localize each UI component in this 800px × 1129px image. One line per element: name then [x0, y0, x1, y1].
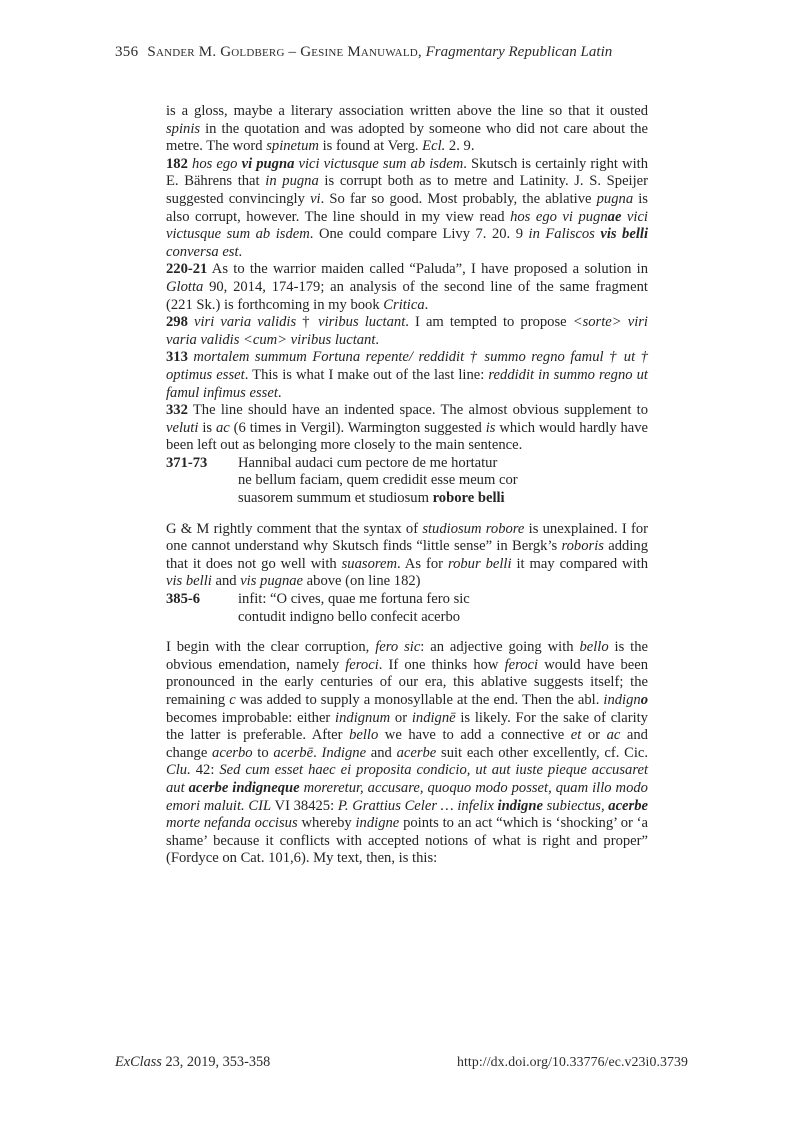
text-run: 332: [166, 402, 188, 419]
text-run: : an adjective going with: [420, 639, 580, 656]
page-footer: [115, 1054, 688, 1071]
text-run: or: [581, 727, 607, 744]
text-run: acerbe: [396, 744, 437, 761]
text-run: CIL: [248, 797, 272, 814]
text-run: feroci: [504, 656, 539, 673]
text-run: 2. 9.: [445, 138, 475, 155]
text-run: in Faliscos: [528, 226, 601, 243]
text-run: mortalem summum Fortuna repente/ reddidit † summo regno famul † ut † optimus esset: [166, 349, 648, 383]
text-run: is likely. For the sake of clarity the latter is preferable. After: [166, 709, 648, 744]
text-run: indign: [603, 692, 641, 708]
text-run: . If one thinks how: [378, 656, 505, 673]
paragraph: [166, 103, 648, 156]
text-run: . As for: [397, 555, 448, 572]
text-run: viri varia validis: [193, 314, 297, 331]
text-run: . This is what I make out of the last line:: [244, 366, 489, 383]
text-run: it may compared with: [511, 555, 648, 572]
text-run: acerbē: [273, 744, 314, 761]
text-run: vici victusque sum ab isdem: [294, 155, 464, 172]
text-run: vis pugnae: [240, 573, 304, 590]
text-run: in the quotation and was adopted by someone who did not care about the metre. The word: [166, 120, 648, 155]
text-run: 220-21: [166, 261, 208, 278]
text-run: and: [366, 744, 397, 761]
text-run: †: [296, 314, 319, 331]
text-run: acerbe indigneque: [188, 779, 300, 796]
text-run: Glotta: [166, 278, 204, 295]
text-run: hos ego: [192, 155, 242, 172]
text-run: roboris: [561, 538, 604, 555]
text-run: suasorem summum et studiosum: [238, 490, 433, 507]
text-run: .: [375, 331, 380, 348]
text-run: ac: [606, 727, 621, 744]
verse-label: 371-73: [166, 454, 208, 471]
text-run: hos ego vi pugn: [510, 208, 608, 225]
text-run: ne bellum faciam, quem credidit esse meum cor: [238, 472, 518, 489]
text-run: . Skutsch is certainly right with E. Bährens that: [166, 155, 649, 190]
text-run: whereby: [297, 815, 356, 832]
text-run: ac: [215, 419, 230, 436]
header-authors: Sander M. Goldberg – Gesine Manuwald,: [147, 44, 422, 60]
text-run: Critica: [383, 296, 425, 313]
page-body: [166, 103, 648, 868]
text-run: we have to add a connective: [378, 727, 571, 744]
footer-doi: http://dx.doi.org/10.33776/ec.v23i0.3739: [456, 1054, 688, 1069]
paragraph: [166, 156, 648, 262]
text-run: is the obvious emendation, namely: [166, 639, 648, 673]
text-run: vi: [310, 190, 321, 207]
text-run: morte nefanda occisus: [166, 815, 298, 832]
text-run: points to an act “which is ‘shocking’ or ‘a shame’ because it conflicts with accepted notions of what is right and proper” (Fordyce on Cat. 101,6). My text, then, is this:: [166, 815, 649, 867]
paragraph: [166, 349, 648, 402]
text-run: becomes improbable: either: [166, 709, 336, 726]
running-header: [115, 44, 688, 61]
verse-line: [238, 472, 648, 490]
text-run: .: [277, 384, 282, 401]
text-run: 298: [166, 314, 188, 331]
text-run: spinis: [166, 120, 201, 137]
text-run: in pugna: [265, 173, 319, 190]
text-run: pugna: [596, 190, 634, 207]
text-run: studiosum robore: [422, 520, 525, 537]
text-run: would have been pronounced in the early centuries of our era, this ablative suggests itself; the remaining: [166, 656, 648, 708]
paragraph: [166, 314, 648, 349]
text-run: Indigne: [321, 744, 367, 761]
text-run: Ecl.: [422, 138, 446, 155]
text-run: As to the warrior maiden called “Paluda”, I have proposed a solution in: [207, 261, 648, 278]
verse-lines: [238, 455, 648, 508]
text-run: moreretur, accusare, quoquo modo posset, quam illo modo emori maluit.: [166, 779, 648, 814]
text-run: robore belli: [432, 490, 505, 507]
text-run: contudit indigno bello confecit acerbo: [238, 608, 461, 625]
text-run: 313: [166, 349, 188, 366]
text-run: (6 times in Vergil). Warmington suggested: [229, 419, 486, 436]
verse-line: [238, 455, 648, 473]
citation-detail: 23, 2019, 353-358: [161, 1054, 271, 1070]
text-run: suasorem: [341, 555, 398, 572]
text-run: . I am tempted to propose: [405, 314, 573, 331]
text-run: is unexplained. I for one cannot understand why Skutsch finds “little sense” in Bergk’s: [166, 520, 648, 555]
text-run: infit: “O cives, quae me fortuna fero sic: [238, 591, 470, 608]
text-run: o: [640, 692, 648, 708]
text-run: is: [485, 419, 496, 436]
paragraph: [166, 521, 648, 591]
text-run: bello: [349, 727, 379, 744]
text-run: viribus luctant: [318, 314, 406, 331]
text-run: acerbe: [608, 797, 648, 814]
text-run: vici victusque sum ab isdem: [166, 208, 648, 243]
paragraph: [166, 639, 648, 868]
paragraph: [166, 261, 648, 314]
text-run: .: [424, 296, 429, 313]
text-run: 42:: [190, 762, 220, 779]
text-run: Hannibal audaci cum pectore de me hortatur: [238, 454, 498, 471]
text-run: 182: [166, 155, 193, 172]
text-run: . So far so good. Most probably, the ablative: [320, 190, 597, 207]
text-run: spinetum: [266, 138, 319, 155]
verse-block: [166, 455, 648, 508]
text-run: .: [313, 744, 322, 761]
text-run: The line should have an indented space. The almost obvious supplement to: [187, 402, 648, 419]
text-run: to: [252, 744, 274, 761]
text-run: <sorte> viri varia validis <cum> viribus luctant: [166, 314, 648, 348]
text-run: and: [211, 573, 241, 590]
text-run: is also corrupt, however. The line should in my view read: [166, 190, 648, 225]
text-run: is corrupt both as to metre and Latinity. J. S. Speijer suggested convincingly: [166, 173, 649, 207]
text-run: is found at Verg.: [318, 138, 423, 155]
text-run: Clu.: [166, 762, 191, 779]
text-run: which would hardly have been left out as belonging more closely to the main sentence.: [166, 419, 648, 454]
text-run: vi pugna: [241, 155, 295, 172]
verse-label: 385-6: [166, 591, 201, 608]
paragraph: [166, 402, 648, 455]
text-run: et: [570, 727, 582, 744]
text-run: bello: [579, 639, 609, 656]
text-run: suit each other excellently, cf. Cic.: [436, 744, 649, 761]
text-run: indigne: [355, 815, 400, 832]
verse-block: [166, 591, 648, 626]
footer-citation: [115, 1054, 270, 1071]
text-run: veluti: [166, 419, 199, 436]
text-run: fero sic: [375, 639, 421, 656]
text-run: Sed cum esset haec ei proposita condicio, ut aut iuste pieque accusaret aut: [166, 762, 648, 796]
text-run: indignum: [335, 709, 391, 726]
text-run: was added to supply a monosyllable at the end. Then the abl.: [235, 692, 604, 708]
text-run: VI 38425:: [271, 797, 338, 814]
text-run: above (on line 182): [303, 573, 421, 590]
text-run: subiectus,: [542, 797, 609, 814]
verse-line: [238, 591, 648, 609]
text-run: I begin with the clear corruption,: [166, 639, 376, 656]
text-run: is a gloss, maybe a literary association written above the line so that it ousted: [166, 103, 648, 119]
text-run: reddidit in summo regno ut famul infimus esset: [166, 366, 648, 401]
text-run: conversa est: [166, 243, 239, 260]
text-run: robur belli: [447, 555, 512, 572]
text-run: is: [198, 419, 216, 436]
header-title: Fragmentary Republican Latin: [425, 44, 613, 60]
text-run: ae: [607, 208, 622, 225]
text-run: and change: [166, 727, 648, 761]
verse-lines: [238, 591, 648, 626]
journal-name: ExClass: [115, 1054, 162, 1070]
verse-line: [238, 609, 648, 627]
text-run: adding that it does not go well with: [166, 538, 648, 572]
text-run: .: [238, 243, 243, 260]
page-number: 356: [115, 44, 139, 60]
text-run: vis belli: [166, 573, 212, 590]
text-run: or: [390, 709, 412, 726]
text-run: . One could compare Livy 7. 20. 9: [309, 226, 529, 243]
text-run: vis belli: [600, 226, 648, 243]
text-run: 90, 2014, 174-179; an analysis of the second line of the same fragment (221 Sk.) is forthcoming in my book: [166, 278, 648, 313]
text-run: acerbo: [212, 744, 253, 761]
text-run: P. Grattius Celer … infelix: [337, 797, 498, 814]
verse-line: [238, 490, 648, 508]
text-run: G & M rightly comment that the syntax of: [166, 520, 423, 537]
text-run: indigne: [497, 797, 543, 814]
text-run: c: [229, 692, 236, 708]
text-run: feroci: [345, 656, 379, 673]
text-run: indignē: [411, 709, 456, 726]
